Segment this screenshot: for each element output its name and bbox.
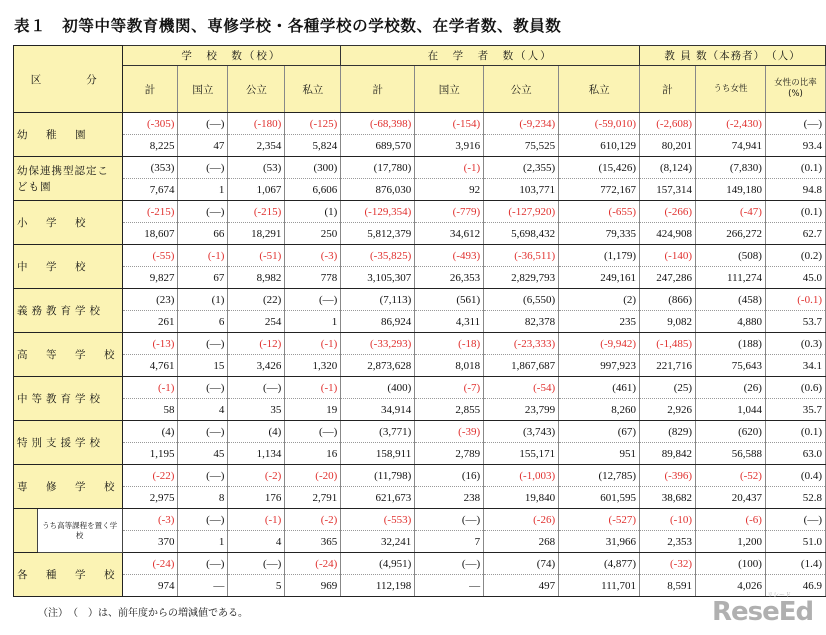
change-row (14, 245, 826, 267)
value-cell: 7 (415, 531, 484, 553)
category-label: 小 学 校 (14, 201, 123, 245)
change-cell: (1) (178, 289, 228, 311)
value-cell: 4 (178, 399, 228, 421)
category-label: 幼保連携型認定こども園 (14, 157, 123, 201)
value-cell: 176 (228, 487, 285, 509)
value-cell: 62.7 (765, 223, 825, 245)
change-cell: (-1) (285, 333, 341, 355)
value-cell: 772,167 (559, 179, 640, 201)
change-cell: (74) (484, 553, 559, 575)
change-cell: (400) (341, 377, 415, 399)
change-cell: (0.4) (765, 465, 825, 487)
change-row (14, 113, 826, 135)
change-cell: (-59,010) (559, 113, 640, 135)
change-cell: (-129,354) (341, 201, 415, 223)
value-cell: 601,595 (559, 487, 640, 509)
teachers-group-header: 教 員 数（本務者） （人） (640, 46, 826, 66)
change-cell: (-36,511) (484, 245, 559, 267)
change-cell: (-396) (640, 465, 696, 487)
change-cell: (-2) (228, 465, 285, 487)
students-group-header: 在 学 者 数（人） (341, 46, 640, 66)
value-cell: 221,716 (640, 355, 696, 377)
value-cell: 6,606 (285, 179, 341, 201)
value-row (14, 443, 826, 465)
change-cell: (100) (696, 553, 766, 575)
value-cell: 157,314 (640, 179, 696, 201)
value-cell: 82,378 (484, 311, 559, 333)
value-cell: 497 (484, 575, 559, 597)
value-cell: 365 (285, 531, 341, 553)
value-cell: 2,789 (415, 443, 484, 465)
value-cell: 1,195 (122, 443, 178, 465)
change-cell: (53) (228, 157, 285, 179)
schools-group-header: 学 校 数（校） (122, 46, 341, 66)
change-cell: (7,113) (341, 289, 415, 311)
value-cell: 4,026 (696, 575, 766, 597)
change-cell: (0.1) (765, 201, 825, 223)
value-cell: 26,353 (415, 267, 484, 289)
category-label: 幼 稚 園 (14, 113, 123, 157)
change-cell: (-154) (415, 113, 484, 135)
value-cell: 9,082 (640, 311, 696, 333)
change-cell: (-24) (122, 553, 178, 575)
value-cell: 1 (178, 179, 228, 201)
value-cell: 155,171 (484, 443, 559, 465)
change-cell: (―) (285, 421, 341, 443)
value-cell: 67 (178, 267, 228, 289)
change-cell: (-22) (122, 465, 178, 487)
change-cell: (1,179) (559, 245, 640, 267)
change-cell: (-655) (559, 201, 640, 223)
value-cell: 2,354 (228, 135, 285, 157)
change-row (14, 157, 826, 179)
value-cell: 75,643 (696, 355, 766, 377)
change-cell: (-24) (285, 553, 341, 575)
value-cell: 56,588 (696, 443, 766, 465)
change-cell: (―) (415, 553, 484, 575)
change-cell: (-1) (228, 509, 285, 531)
value-cell: 250 (285, 223, 341, 245)
value-cell: 38,682 (640, 487, 696, 509)
change-cell: (0.3) (765, 333, 825, 355)
change-cell: (508) (696, 245, 766, 267)
change-cell: (3,743) (484, 421, 559, 443)
value-cell: 951 (559, 443, 640, 465)
value-cell: 89,842 (640, 443, 696, 465)
value-cell: 238 (415, 487, 484, 509)
category-label: 中 学 校 (14, 245, 123, 289)
change-cell: (-51) (228, 245, 285, 267)
change-cell: (-10) (640, 509, 696, 531)
value-cell: 5 (228, 575, 285, 597)
value-cell: 261 (122, 311, 178, 333)
col-schools-national: 国立 (178, 66, 228, 113)
change-cell: (0.2) (765, 245, 825, 267)
col-schools-public: 公立 (228, 66, 285, 113)
value-row (14, 399, 826, 421)
change-cell: (866) (640, 289, 696, 311)
change-cell: (17,780) (341, 157, 415, 179)
change-row (14, 421, 826, 443)
value-cell: 20,437 (696, 487, 766, 509)
change-cell: (-266) (640, 201, 696, 223)
category-label: 義務教育学校 (14, 289, 123, 333)
value-cell: 2,353 (640, 531, 696, 553)
change-cell: (-1) (122, 377, 178, 399)
change-cell: (―) (178, 465, 228, 487)
value-cell: 5,812,379 (341, 223, 415, 245)
change-cell: (-20) (285, 465, 341, 487)
value-cell: 74,941 (696, 135, 766, 157)
category-label: 特別支援学校 (14, 421, 123, 465)
change-cell: (561) (415, 289, 484, 311)
value-cell: 92 (415, 179, 484, 201)
value-cell: 2,975 (122, 487, 178, 509)
value-cell: 8,591 (640, 575, 696, 597)
change-cell: (―) (228, 553, 285, 575)
change-cell: (-32) (640, 553, 696, 575)
value-cell: 4 (228, 531, 285, 553)
change-cell: (4,951) (341, 553, 415, 575)
value-cell: 19,840 (484, 487, 559, 509)
value-cell: 16 (285, 443, 341, 465)
value-cell: 1,067 (228, 179, 285, 201)
value-cell: 32,241 (341, 531, 415, 553)
change-cell: (26) (696, 377, 766, 399)
value-cell: 4,311 (415, 311, 484, 333)
value-cell: 19 (285, 399, 341, 421)
value-cell: 58 (122, 399, 178, 421)
value-cell: 34,914 (341, 399, 415, 421)
change-cell: (-54) (484, 377, 559, 399)
change-cell: (-1) (178, 245, 228, 267)
value-cell: 103,771 (484, 179, 559, 201)
change-cell: (-305) (122, 113, 178, 135)
category-header: 区 分 (14, 46, 123, 113)
change-cell: (-1,485) (640, 333, 696, 355)
value-cell: 80,201 (640, 135, 696, 157)
value-cell: 75,525 (484, 135, 559, 157)
change-cell: (3,771) (341, 421, 415, 443)
value-cell: 112,198 (341, 575, 415, 597)
change-cell: (11,798) (341, 465, 415, 487)
change-cell: (―) (415, 509, 484, 531)
value-cell: 2,791 (285, 487, 341, 509)
col-schools-private: 私立 (285, 66, 341, 113)
value-cell: 621,673 (341, 487, 415, 509)
value-cell: 5,824 (285, 135, 341, 157)
value-cell: 370 (122, 531, 178, 553)
table-title: 表１ 初等中等教育機関、専修学校・各種学校の学校数、在学者数、教員数 (14, 17, 562, 35)
value-cell: 35.7 (765, 399, 825, 421)
change-cell: (-1) (285, 377, 341, 399)
value-cell: 969 (285, 575, 341, 597)
change-cell: (-553) (341, 509, 415, 531)
value-cell: 52.8 (765, 487, 825, 509)
table-body (14, 113, 826, 597)
value-cell: 1 (178, 531, 228, 553)
change-cell: (829) (640, 421, 696, 443)
change-cell: (2) (559, 289, 640, 311)
change-cell: (-47) (696, 201, 766, 223)
change-cell: (-493) (415, 245, 484, 267)
value-cell: 1,320 (285, 355, 341, 377)
change-cell: (―) (285, 289, 341, 311)
change-cell: (-52) (696, 465, 766, 487)
change-cell: (-68,398) (341, 113, 415, 135)
value-cell: 876,030 (341, 179, 415, 201)
col-teachers-women-ratio: 女性の比率(%) (765, 66, 825, 113)
change-cell: (67) (559, 421, 640, 443)
value-cell: 8,018 (415, 355, 484, 377)
change-cell: (―) (178, 509, 228, 531)
change-cell: (-527) (559, 509, 640, 531)
change-cell: (-23,333) (484, 333, 559, 355)
change-cell: (0.6) (765, 377, 825, 399)
value-cell: 4,880 (696, 311, 766, 333)
change-cell: (―) (228, 377, 285, 399)
change-row (14, 509, 826, 531)
change-cell: (23) (122, 289, 178, 311)
change-cell: (―) (178, 377, 228, 399)
value-row (14, 223, 826, 245)
change-cell: (-9,942) (559, 333, 640, 355)
value-cell: 34,612 (415, 223, 484, 245)
value-cell: 93.4 (765, 135, 825, 157)
value-cell: 158,911 (341, 443, 415, 465)
value-cell: 778 (285, 267, 341, 289)
change-cell: (―) (178, 157, 228, 179)
value-cell: 46.9 (765, 575, 825, 597)
change-cell: (-215) (228, 201, 285, 223)
change-cell: (―) (765, 113, 825, 135)
value-cell: 51.0 (765, 531, 825, 553)
value-cell: 8,982 (228, 267, 285, 289)
category-label: 専 修 学 校 (14, 465, 123, 509)
change-cell: (-215) (122, 201, 178, 223)
value-cell: ― (415, 575, 484, 597)
value-cell: 45 (178, 443, 228, 465)
change-cell: (-180) (228, 113, 285, 135)
col-students-total: 計 (341, 66, 415, 113)
col-teachers-women: うち女性 (696, 66, 766, 113)
change-cell: (-55) (122, 245, 178, 267)
change-row (14, 333, 826, 355)
value-cell: 235 (559, 311, 640, 333)
statistics-table (13, 45, 826, 597)
value-row (14, 311, 826, 333)
value-cell: 94.8 (765, 179, 825, 201)
value-cell: 247,286 (640, 267, 696, 289)
value-row (14, 179, 826, 201)
change-cell: (6,550) (484, 289, 559, 311)
change-cell: (-2,608) (640, 113, 696, 135)
change-cell: (-779) (415, 201, 484, 223)
value-cell: 2,829,793 (484, 267, 559, 289)
change-cell: (458) (696, 289, 766, 311)
value-cell: 2,873,628 (341, 355, 415, 377)
value-cell: 689,570 (341, 135, 415, 157)
change-cell: (-6) (696, 509, 766, 531)
change-row (14, 553, 826, 575)
change-cell: (―) (178, 421, 228, 443)
change-cell: (-140) (640, 245, 696, 267)
value-cell: 4,761 (122, 355, 178, 377)
change-cell: (―) (178, 201, 228, 223)
value-cell: 6 (178, 311, 228, 333)
change-cell: (25) (640, 377, 696, 399)
change-cell: (8,124) (640, 157, 696, 179)
change-cell: (―) (178, 553, 228, 575)
value-cell: 53.7 (765, 311, 825, 333)
value-cell: 1,867,687 (484, 355, 559, 377)
change-cell: (461) (559, 377, 640, 399)
col-students-private: 私立 (559, 66, 640, 113)
value-cell: 3,916 (415, 135, 484, 157)
value-cell: 23,799 (484, 399, 559, 421)
value-cell: 3,426 (228, 355, 285, 377)
change-cell: (0.1) (765, 157, 825, 179)
value-cell: 268 (484, 531, 559, 553)
change-row (14, 289, 826, 311)
category-label: 中等教育学校 (14, 377, 123, 421)
change-cell: (-127,920) (484, 201, 559, 223)
value-cell: 3,105,307 (341, 267, 415, 289)
value-cell: 18,291 (228, 223, 285, 245)
change-cell: (4) (122, 421, 178, 443)
change-cell: (-0.1) (765, 289, 825, 311)
change-cell: (-18) (415, 333, 484, 355)
value-cell: 8,225 (122, 135, 178, 157)
change-cell: (-33,293) (341, 333, 415, 355)
change-cell: (-9,234) (484, 113, 559, 135)
value-cell: 45.0 (765, 267, 825, 289)
value-cell: ― (178, 575, 228, 597)
value-cell: 1 (285, 311, 341, 333)
change-cell: (353) (122, 157, 178, 179)
change-cell: (300) (285, 157, 341, 179)
value-row (14, 267, 826, 289)
change-cell: (188) (696, 333, 766, 355)
change-cell: (0.1) (765, 421, 825, 443)
change-cell: (16) (415, 465, 484, 487)
value-row (14, 487, 826, 509)
value-cell: 35 (228, 399, 285, 421)
value-cell: 1,200 (696, 531, 766, 553)
change-cell: (―) (178, 113, 228, 135)
change-cell: (-125) (285, 113, 341, 135)
change-cell: (1) (285, 201, 341, 223)
value-cell: 974 (122, 575, 178, 597)
resed-logo: ReseEd (712, 597, 814, 627)
value-cell: 63.0 (765, 443, 825, 465)
value-cell: 5,698,432 (484, 223, 559, 245)
category-label: 高 等 学 校 (14, 333, 123, 377)
change-row (14, 377, 826, 399)
logo-subtext: リシード (767, 592, 792, 599)
change-cell: (-35,825) (341, 245, 415, 267)
value-cell: 86,924 (341, 311, 415, 333)
value-cell: 997,923 (559, 355, 640, 377)
change-cell: (-2) (285, 509, 341, 531)
value-cell: 1,134 (228, 443, 285, 465)
value-cell: 7,674 (122, 179, 178, 201)
value-cell: 31,966 (559, 531, 640, 553)
change-cell: (-3) (285, 245, 341, 267)
value-row (14, 575, 826, 597)
change-cell: (-13) (122, 333, 178, 355)
value-cell: 149,180 (696, 179, 766, 201)
value-cell: 2,926 (640, 399, 696, 421)
change-row (14, 201, 826, 223)
value-cell: 610,129 (559, 135, 640, 157)
category-label: うち高等課程を置く学校 (37, 509, 122, 553)
change-cell: (-7) (415, 377, 484, 399)
value-cell: 1,044 (696, 399, 766, 421)
change-cell: (22) (228, 289, 285, 311)
change-cell: (2,355) (484, 157, 559, 179)
change-cell: (-1,003) (484, 465, 559, 487)
value-cell: 34.1 (765, 355, 825, 377)
change-cell: (15,426) (559, 157, 640, 179)
value-cell: 9,827 (122, 267, 178, 289)
change-cell: (12,785) (559, 465, 640, 487)
value-row (14, 531, 826, 553)
change-cell: (-2,430) (696, 113, 766, 135)
value-cell: 8,260 (559, 399, 640, 421)
value-cell: 15 (178, 355, 228, 377)
value-cell: 111,701 (559, 575, 640, 597)
change-cell: (―) (178, 333, 228, 355)
value-cell: 266,272 (696, 223, 766, 245)
col-teachers-total: 計 (640, 66, 696, 113)
value-cell: 47 (178, 135, 228, 157)
value-cell: 111,274 (696, 267, 766, 289)
value-row (14, 355, 826, 377)
change-cell: (-12) (228, 333, 285, 355)
value-row (14, 135, 826, 157)
col-students-public: 公立 (484, 66, 559, 113)
change-cell: (-1) (415, 157, 484, 179)
change-cell: (―) (765, 509, 825, 531)
value-cell: 66 (178, 223, 228, 245)
value-cell: 249,161 (559, 267, 640, 289)
change-row (14, 465, 826, 487)
value-cell: 254 (228, 311, 285, 333)
change-cell: (1.4) (765, 553, 825, 575)
footnote: （注） （ ）は、前年度からの増減値である。 (38, 608, 248, 619)
col-students-national: 国立 (415, 66, 484, 113)
value-cell: 18,607 (122, 223, 178, 245)
category-label: 各 種 学 校 (14, 553, 123, 597)
change-cell: (620) (696, 421, 766, 443)
col-schools-total: 計 (122, 66, 178, 113)
value-cell: 424,908 (640, 223, 696, 245)
change-cell: (-39) (415, 421, 484, 443)
value-cell: 2,855 (415, 399, 484, 421)
value-cell: 8 (178, 487, 228, 509)
value-cell: 79,335 (559, 223, 640, 245)
change-cell: (-26) (484, 509, 559, 531)
category-indent (14, 509, 38, 553)
change-cell: (4,877) (559, 553, 640, 575)
change-cell: (4) (228, 421, 285, 443)
change-cell: (-3) (122, 509, 178, 531)
change-cell: (7,830) (696, 157, 766, 179)
